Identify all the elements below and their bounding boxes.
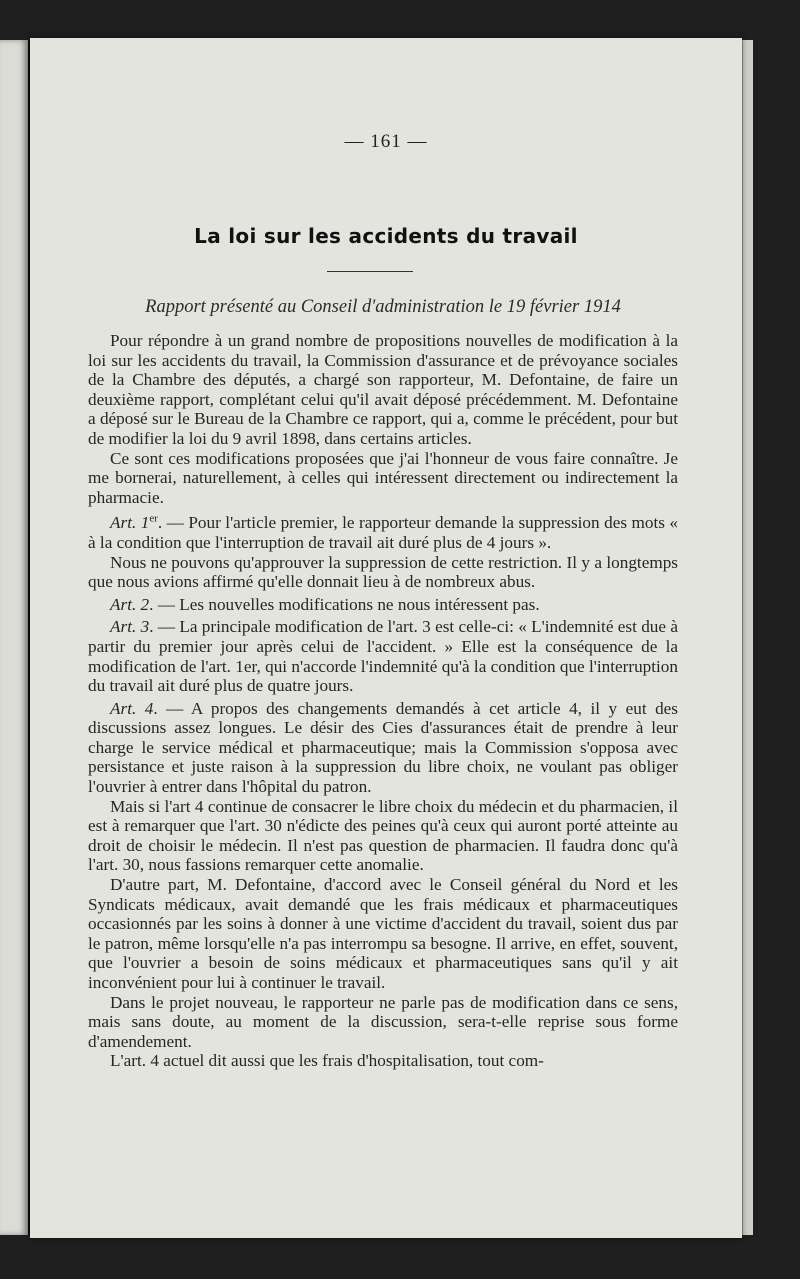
paragraph-art-2: Art. 2. — Les nouvelles modifications ne nous intéressent pas. <box>110 594 540 614</box>
article-label-superscript: er <box>149 512 158 525</box>
article-label: Art. 1 <box>110 513 150 533</box>
paragraph-libre-choix: Mais si l'art 4 continue de consacrer le libre choix du médecin et du pharmacien, il est à remarquer que l'art. 30 n'édicte des peines qu'à ceux qui auront porté atteinte au droit de choisir le médecin. Il n'est pas question de pharmacien. Il faudra donc qu'à l'art. 30, nous fassions remarquer cette anomalie. <box>88 796 678 875</box>
previous-page-edge <box>0 40 30 1235</box>
paragraph-art-1: Art. 1er. — Pour l'article premier, le rapporteur demande la suppression des mots « à la condition que l'interruption de travail ait duré plus de 4 jours ». <box>88 512 679 552</box>
title-divider <box>327 271 413 272</box>
paragraph-art-4: Art. 4. — A propos des changements demandés à cet article 4, il y eut des discussions assez longues. Le désir des Cies d'assurances était de prendre à leur charge le service médical et pharmaceutique; mais la Commission s'opposa avec persistance et juste raison à la suppression du libre choix, ne voulant pas obliger l'ouvrier à entrer dans l'hôpital du patron. <box>88 698 678 797</box>
page-title: La loi sur les accidents du travail <box>194 224 578 248</box>
article-label: Art. 3 <box>110 617 150 637</box>
article-label: Art. 2 <box>110 594 150 614</box>
report-subtitle: Rapport présenté au Conseil d'administration le 19 février 1914 <box>145 297 621 317</box>
paragraph-frais-medicaux: D'autre part, M. Defontaine, d'accord avec le Conseil général du Nord et les Syndicats médicaux, avait demandé que les frais médicaux et pharmaceutiques occasionnés par les soins à donner à une victime d'accident du travail, soient dus par le patron, même lorsqu'elle n'a pas interrompu sa besogne. Il arrive, en effet, souvent, que l'ouvrier a besoin de soins médicaux et pharmaceutiques sans qu'il y ait inconvénient pour lui à continuer le travail. <box>88 875 678 992</box>
document-page <box>30 38 742 1238</box>
paragraph-intro: Pour répondre à un grand nombre de propositions nouvelles de modification à la loi sur les accidents du travail, la Commission d'assurance et de prévoyance sociales de la Chambre des députés, a chargé son rapporteur, M. Defontaine, de faire un deuxième rapport, complétant celui qu'il avait déposé précédemment. M. Defontaine a déposé sur le Bureau de la Chambre ce rapport, qui a, comme le précédent, pour but de modifier la loi du 9 avril 1898, dans certains articles. <box>88 331 678 448</box>
article-label: Art. 4 <box>110 698 154 718</box>
paragraph-art-1-comment: Nous ne pouvons qu'approuver la suppression de cette restriction. Il y a longtemps que nous avions affirmé qu'elle donnait lieu à de nombreux abus. <box>88 552 678 592</box>
paragraph-hospitalisation: L'art. 4 actuel dit aussi que les frais d'hospitalisation, tout com- <box>110 1051 544 1071</box>
article-body <box>88 331 678 1071</box>
paragraph-scope: Ce sont ces modifications proposées que j'ai l'honneur de vous faire connaître. Je me bornerai, naturellement, à celles qui intéressent directement ou indirectement la pharmacie. <box>88 448 678 507</box>
paragraph-art-3: Art. 3. — La principale modification de l'art. 3 est celle-ci: « L'indemnité est due à partir du premier jour après celui de l'accident. » Elle est la conséquence de la modification de l'art. 1er, qui n'accorde l'indemnité qu'à la condition que l'interruption du travail ait duré plus de quatre jours. <box>88 617 678 696</box>
page-number: — 161 — <box>344 131 428 152</box>
paragraph-projet-nouveau: Dans le projet nouveau, le rapporteur ne parle pas de modification dans ce sens, mais sans doute, au moment de la discussion, sera-t-elle reprise sous forme d'amendement. <box>88 992 678 1051</box>
page-stack-edge <box>742 40 753 1235</box>
